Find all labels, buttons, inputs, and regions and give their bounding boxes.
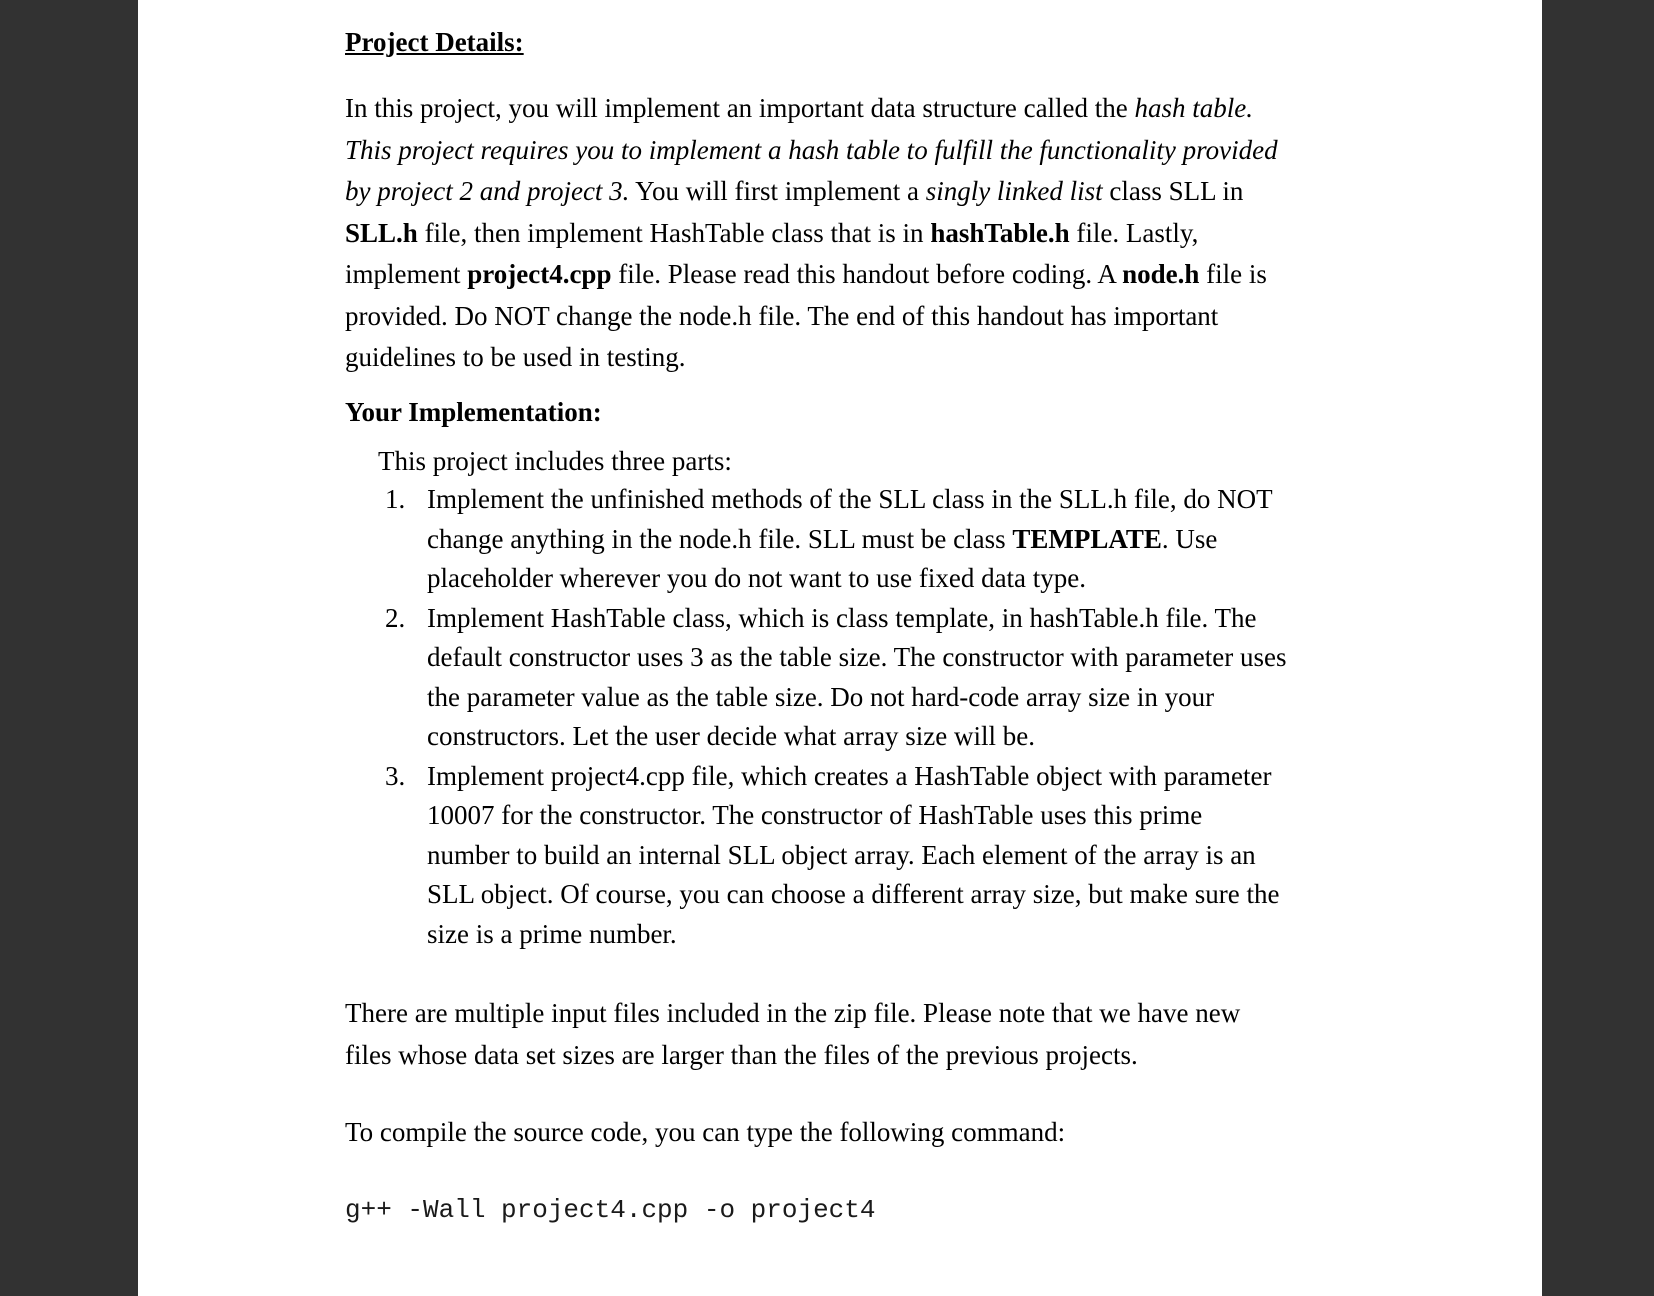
list-item-line: Implement HashTable class, which is class template, in hashTable.h file. The [427,602,1257,633]
your-implementation-heading: Your Implementation: [345,397,602,427]
compile-command: g++ -Wall project4.cpp -o project4 [345,1195,876,1225]
list-item-line: placeholder wherever you do not want to use fixed data type. [427,563,1087,593]
project-details-heading: Project Details: [345,27,524,57]
list-item-line: SLL object. Of course, you can choose a different array size, but make sure the [427,879,1280,909]
paragraph-line: by project 2 and project 3. You will first implement a singly linked list class SLL in [345,176,1244,206]
paragraph-line: provided. Do NOT change the node.h file. The end of this handout has important [345,300,1219,331]
paragraph-line: implement project4.cpp file. Please read this handout before coding. A node.h file is [345,259,1267,289]
emphasis-text: singly linked list [925,176,1103,206]
implementation-steps-list [345,480,1465,954]
list-number: 3. [385,760,406,791]
list-item [345,480,1465,599]
filename-text: node.h [1122,259,1200,289]
emphasis-text: This project requires you to implement a hash table to fulfill the functionality provided [345,134,1278,165]
list-item [345,757,1465,955]
list-number: 1. [385,484,406,514]
paragraph-line: files whose data set sizes are larger than the files of the previous projects. [345,1039,1138,1070]
list-item-line: 10007 for the constructor. The constructor of HashTable uses this prime [427,800,1203,830]
list-number: 2. [385,602,406,633]
emphasis-bold-text: TEMPLATE [1012,523,1162,554]
list-item-line: number to build an internal SLL object array. Each element of the array is an [427,839,1256,870]
list-item-line: default constructor uses 3 as the table size. The constructor with parameter uses [427,642,1287,672]
paragraph-line: guidelines to be used in testing. [345,342,686,372]
intro-paragraph [345,88,1445,379]
filename-text: project4.cpp [467,259,612,289]
compile-instruction: To compile the source code, you can type the following command: [345,1117,1066,1147]
list-item-line: constructors. Let the user decide what array size will be. [427,721,1036,751]
document-page [138,0,1542,1296]
paragraph-line: SLL.h file, then implement HashTable class that is in hashTable.h file. Lastly, [345,217,1199,248]
emphasis-text: by project 2 and project 3. [345,176,630,206]
list-item-line: Implement the unfinished methods of the SLL class in the SLL.h file, do NOT [427,484,1273,514]
list-item-line: change anything in the node.h file. SLL must be class TEMPLATE. Use [427,523,1218,554]
list-item-line: size is a prime number. [427,918,677,949]
input-files-paragraph [345,993,1240,1076]
paragraph-line [345,130,1445,172]
list-item-line: the parameter value as the table size. Do not hard-code array size in your [427,681,1215,712]
emphasis-text: hash table. [1134,93,1254,123]
paragraph-line: There are multiple input files included in the zip file. Please note that we have new [345,998,1241,1028]
filename-text: hashTable.h [930,217,1070,248]
paragraph-line: In this project, you will implement an important data structure called the hash table. [345,93,1254,123]
parts-intro: This project includes three parts: [378,446,732,476]
filename-text: SLL.h [345,217,418,248]
list-item [345,599,1465,757]
list-item-line: Implement project4.cpp file, which creates a HashTable object with parameter [427,760,1272,791]
